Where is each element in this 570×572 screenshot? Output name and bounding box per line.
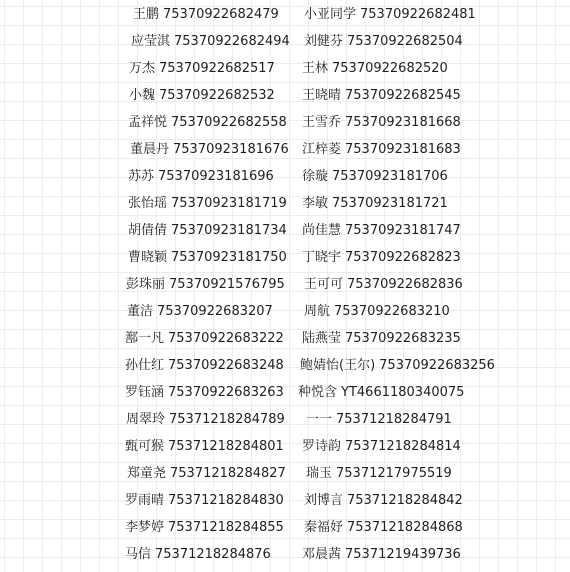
list-item-right — [304, 490, 463, 512]
list-item-left — [125, 382, 284, 404]
recipient-name: 苏苏 — [128, 169, 155, 184]
tracking-number: 75370921576795 — [169, 277, 285, 292]
list-row — [0, 31, 570, 58]
tracking-number: 75371218284801 — [168, 439, 284, 454]
list-item-left — [125, 490, 284, 512]
list-item-left — [129, 58, 275, 80]
list-row — [0, 355, 570, 382]
tracking-number: 75370923181676 — [173, 142, 289, 157]
list-item-left — [128, 193, 287, 215]
tracking-number: 75371218284789 — [169, 412, 285, 427]
name-number-list — [0, 4, 570, 571]
tracking-number: YT4661180340075 — [341, 385, 465, 400]
recipient-name: 甄可猴 — [125, 439, 165, 454]
list-item-left — [125, 328, 284, 350]
tracking-number: 75371218284827 — [170, 466, 286, 481]
list-row — [0, 463, 570, 490]
list-row — [0, 409, 570, 436]
recipient-name: 一一 — [306, 412, 333, 427]
list-row — [0, 166, 570, 193]
tracking-number: 75370922682558 — [171, 115, 287, 130]
recipient-name: 王晓晴 — [302, 88, 342, 103]
recipient-name: 董晨丹 — [130, 142, 170, 157]
list-item-left — [128, 247, 287, 269]
tracking-number: 75370922682494 — [174, 34, 290, 49]
recipient-name: 刘博言 — [304, 493, 344, 508]
tracking-number: 75370922682520 — [332, 61, 448, 76]
recipient-name: 小魏 — [129, 88, 156, 103]
recipient-name: 丁晓宇 — [302, 250, 342, 265]
list-item-right — [302, 193, 448, 215]
list-row — [0, 544, 570, 571]
tracking-number: 75370923181750 — [171, 250, 287, 265]
tracking-number: 75370922682504 — [347, 34, 463, 49]
list-item-right — [302, 544, 461, 566]
recipient-name: 江梓菱 — [302, 142, 342, 157]
tracking-number: 75370923181706 — [332, 169, 448, 184]
list-row — [0, 436, 570, 463]
list-item-right — [302, 139, 461, 161]
list-row — [0, 112, 570, 139]
list-item-left — [127, 301, 273, 323]
tracking-number: 75370922683256 — [379, 358, 495, 373]
tracking-number: 75370923181734 — [171, 223, 287, 238]
recipient-name: 小亚同学 — [304, 7, 357, 22]
recipient-name: 董洁 — [127, 304, 154, 319]
tracking-number: 75370922683222 — [168, 331, 284, 346]
tracking-number: 75370922682545 — [345, 88, 461, 103]
tracking-number: 75370922683210 — [334, 304, 450, 319]
recipient-name: 彭珠丽 — [126, 277, 166, 292]
recipient-name: 鲍婧怡(王尔) — [300, 358, 376, 373]
list-item-right — [306, 409, 452, 431]
tracking-number: 75370922682823 — [345, 250, 461, 265]
tracking-number: 75370922682517 — [159, 61, 275, 76]
tracking-number: 75370923181721 — [332, 196, 448, 211]
recipient-name: 李敏 — [302, 196, 329, 211]
list-item-left — [125, 517, 284, 539]
recipient-name: 邓晨茜 — [302, 547, 342, 562]
list-row — [0, 247, 570, 274]
recipient-name: 郑童尧 — [127, 466, 167, 481]
list-item-right — [302, 58, 448, 80]
tracking-number: 75371218284855 — [168, 520, 284, 535]
list-item-left — [129, 85, 275, 107]
tracking-number: 75370922683207 — [157, 304, 273, 319]
list-row — [0, 4, 570, 31]
recipient-name: 胡倩倩 — [128, 223, 168, 238]
list-item-left — [125, 436, 284, 458]
tracking-number: 75370922683248 — [168, 358, 284, 373]
recipient-name: 马信 — [125, 547, 152, 562]
tracking-number: 75370922683263 — [168, 385, 284, 400]
recipient-name: 张怡瑶 — [128, 196, 168, 211]
recipient-name: 应莹淇 — [131, 34, 171, 49]
recipient-name: 孙仕红 — [125, 358, 165, 373]
tracking-number: 75370923181668 — [345, 115, 461, 130]
list-item-right — [300, 355, 495, 377]
tracking-number: 75371219439736 — [345, 547, 461, 562]
recipient-name: 鄯一凡 — [125, 331, 165, 346]
list-item-left — [130, 139, 289, 161]
list-item-right — [304, 517, 463, 539]
list-item-right — [302, 436, 461, 458]
list-row — [0, 85, 570, 112]
tracking-number: 75370922682479 — [163, 7, 279, 22]
tracking-number: 75371218284791 — [336, 412, 452, 427]
tracking-number: 75371217975519 — [336, 466, 452, 481]
list-item-left — [127, 463, 286, 485]
tracking-number: 75371218284876 — [155, 547, 271, 562]
recipient-name: 徐璇 — [302, 169, 329, 184]
list-row — [0, 220, 570, 247]
list-item-left — [125, 544, 271, 566]
list-item-right — [302, 328, 461, 350]
list-item-left — [125, 355, 284, 377]
tracking-number: 75371218284868 — [347, 520, 463, 535]
recipient-name: 王可可 — [304, 277, 344, 292]
recipient-name: 刘健芬 — [304, 34, 344, 49]
tracking-number: 75371218284814 — [345, 439, 461, 454]
list-item-left — [133, 4, 279, 26]
list-item-left — [131, 31, 290, 53]
tracking-number: 75370923181683 — [345, 142, 461, 157]
list-item-right — [302, 166, 448, 188]
list-row — [0, 517, 570, 544]
recipient-name: 尚佳慧 — [302, 223, 342, 238]
tracking-number: 75370923181696 — [158, 169, 274, 184]
list-item-right — [298, 382, 464, 404]
list-item-right — [302, 112, 461, 134]
recipient-name: 种悦含 — [298, 385, 338, 400]
list-item-left — [128, 166, 274, 188]
recipient-name: 万杰 — [129, 61, 156, 76]
tracking-number: 75370923181747 — [345, 223, 461, 238]
recipient-name: 周航 — [304, 304, 331, 319]
recipient-name: 罗钰涵 — [125, 385, 165, 400]
recipient-name: 罗诗韵 — [302, 439, 342, 454]
recipient-name: 瑞玉 — [306, 466, 333, 481]
tracking-number: 75371218284842 — [347, 493, 463, 508]
tracking-number: 75371218284830 — [168, 493, 284, 508]
list-item-right — [302, 247, 461, 269]
recipient-name: 秦福妤 — [304, 520, 344, 535]
list-item-left — [128, 112, 287, 134]
list-row — [0, 274, 570, 301]
list-row — [0, 490, 570, 517]
recipient-name: 王雪乔 — [302, 115, 342, 130]
list-row — [0, 301, 570, 328]
list-row — [0, 58, 570, 85]
list-item-right — [304, 4, 476, 26]
list-row — [0, 139, 570, 166]
list-item-right — [302, 220, 461, 242]
recipient-name: 王林 — [302, 61, 329, 76]
list-row — [0, 328, 570, 355]
recipient-name: 周翠玲 — [126, 412, 166, 427]
recipient-name: 李梦婷 — [125, 520, 165, 535]
tracking-number: 75370922683235 — [345, 331, 461, 346]
list-item-right — [304, 301, 450, 323]
recipient-name: 陆燕莹 — [302, 331, 342, 346]
tracking-number: 75370922682836 — [347, 277, 463, 292]
recipient-name: 王鹏 — [133, 7, 160, 22]
recipient-name: 罗雨晴 — [125, 493, 165, 508]
list-item-right — [304, 31, 463, 53]
list-item-right — [302, 85, 461, 107]
list-item-left — [128, 220, 287, 242]
list-item-left — [126, 409, 285, 431]
tracking-number: 75370922682481 — [360, 7, 476, 22]
list-row — [0, 382, 570, 409]
recipient-name: 曹晓颖 — [128, 250, 168, 265]
tracking-number: 75370923181719 — [171, 196, 287, 211]
tracking-number: 75370922682532 — [159, 88, 275, 103]
list-item-right — [306, 463, 452, 485]
recipient-name: 孟祥悦 — [128, 115, 168, 130]
list-item-left — [126, 274, 285, 296]
list-item-right — [304, 274, 463, 296]
list-row — [0, 193, 570, 220]
